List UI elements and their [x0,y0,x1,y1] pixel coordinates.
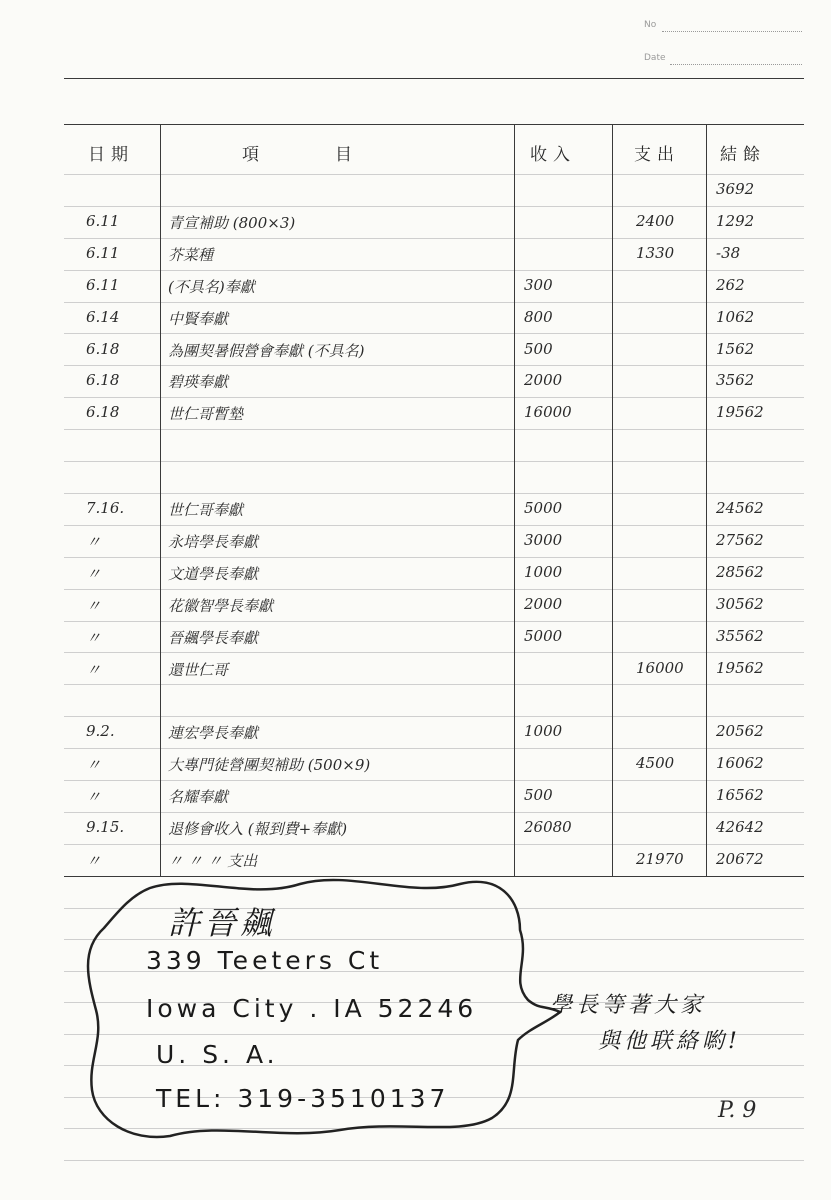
row-balance: 28562 [716,563,764,581]
row-item: 連宏學長奉獻 [168,724,259,742]
row-balance: 1062 [716,308,755,326]
row-balance: 19562 [716,659,764,677]
row-balance: -38 [716,244,741,262]
row-date: 〃 [86,661,102,679]
row-balance: 35562 [716,627,764,645]
row-item: 碧瑛奉獻 [168,373,229,391]
row-balance: 24562 [716,499,764,517]
header-date: 日期 [88,145,134,165]
row-income: 300 [524,276,553,294]
row-item: 〃 〃 〃 支出 [168,852,258,870]
row-item: 文道學長奉獻 [168,565,259,583]
row-balance: 16062 [716,754,764,772]
side-note-line1: 學長等著大家 [550,993,707,1018]
row-date: 6.11 [86,212,120,230]
row-item: 永培學長奉獻 [168,533,259,551]
row-balance: 262 [716,276,745,294]
row-income: 5000 [524,499,563,517]
page-number: P. 9 [718,1098,757,1123]
row-date: 〃 [86,852,102,870]
row-date: 6.14 [86,308,120,326]
row-date: 6.11 [86,244,120,262]
row-expense: 4500 [636,754,675,772]
row-balance: 27562 [716,531,764,549]
row-expense: 2400 [636,212,675,230]
row-balance: 3692 [716,180,755,198]
row-income: 26080 [524,818,572,836]
row-income: 500 [524,786,553,804]
header-expense: 支出 [634,145,680,165]
row-expense: 16000 [636,659,684,677]
row-expense: 1330 [636,244,675,262]
row-item: 世仁哥奉獻 [168,501,244,519]
contact-street: 339 Teeters Ct [146,946,384,975]
row-date: 9.15. [86,818,125,836]
row-income: 1000 [524,722,563,740]
contact-tel: TEL: 319-3510137 [156,1084,450,1113]
row-date: 6.18 [86,371,120,389]
header-balance: 結餘 [720,145,766,165]
row-income: 3000 [524,531,563,549]
row-balance: 20672 [716,850,764,868]
row-date: 〃 [86,597,102,615]
header-income: 收入 [530,145,576,165]
row-income: 2000 [524,595,563,613]
contact-country: U. S. A. [156,1040,279,1069]
row-date: 〃 [86,756,102,774]
row-item: 中賢奉獻 [168,310,229,328]
row-income: 16000 [524,403,572,421]
row-balance: 20562 [716,722,764,740]
row-date: 9.2. [86,722,115,740]
row-income: 2000 [524,371,563,389]
row-item: 晉飆學長奉獻 [168,629,259,647]
row-date: 〃 [86,788,102,806]
row-item: 大專門徒營團契補助 (500×9) [168,756,371,774]
row-balance: 42642 [716,818,764,836]
row-date: 〃 [86,565,102,583]
row-date: 6.11 [86,276,120,294]
row-balance: 3562 [716,371,755,389]
row-income: 800 [524,308,553,326]
row-item: 花徽智學長奉獻 [168,597,274,615]
row-item: 還世仁哥 [168,661,229,679]
row-balance: 16562 [716,786,764,804]
row-income: 5000 [524,627,563,645]
row-date: 6.18 [86,403,120,421]
row-expense: 21970 [636,850,684,868]
row-item: 為團契暑假營會奉獻 (不具名) [168,342,365,360]
row-balance: 30562 [716,595,764,613]
row-item: (不具名)奉獻 [168,278,255,296]
header-item: 項 目 [242,145,366,165]
row-date: 6.18 [86,340,120,358]
row-balance: 1562 [716,340,755,358]
row-balance: 19562 [716,403,764,421]
row-date: 〃 [86,533,102,551]
side-note-line2: 與他联絡喲! [598,1029,741,1054]
row-date: 〃 [86,629,102,647]
row-item: 世仁哥暫墊 [168,405,244,423]
contact-city: Iowa City . IA 52246 [146,994,478,1023]
row-balance: 1292 [716,212,755,230]
contact-name: 許晉飆 [168,904,277,942]
row-date: 7.16. [86,499,125,517]
row-item: 芥菜種 [168,246,214,264]
row-income: 1000 [524,563,563,581]
row-item: 青宣補助 (800×3) [168,214,296,232]
no-label: No [644,20,657,30]
row-item: 退修會收入 (報到費+奉獻) [168,820,348,838]
row-item: 名耀奉獻 [168,788,229,806]
row-income: 500 [524,340,553,358]
date-label: Date [644,53,666,63]
